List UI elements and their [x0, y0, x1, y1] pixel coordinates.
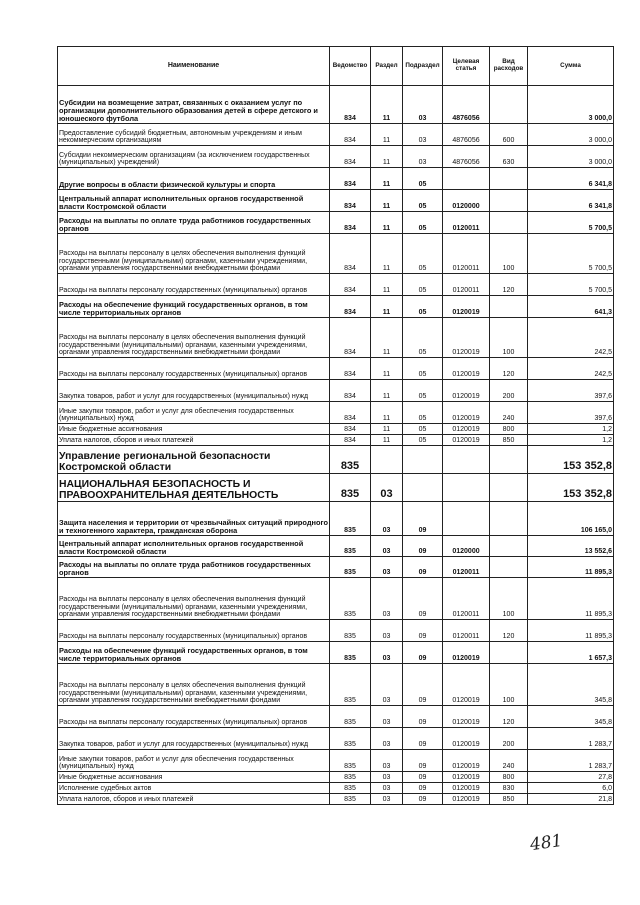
row-article — [443, 474, 490, 502]
row-article: 0120019 — [443, 794, 490, 805]
row-name: Центральный аппарат исполнительных органов государственной власти Костромской области — [58, 190, 330, 212]
row-name: Расходы на выплаты персоналу государственных (муниципальных) органов — [58, 274, 330, 296]
row-subsection: 05 — [403, 358, 443, 380]
row-article: 0120019 — [443, 435, 490, 446]
row-subsection: 03 — [403, 146, 443, 168]
table-row — [58, 557, 614, 578]
row-section: 11 — [371, 168, 403, 190]
row-article: 4876056 — [443, 146, 490, 168]
row-article: 0120019 — [443, 783, 490, 794]
row-name: Закупка товаров, работ и услуг для государственных (муниципальных) нужд — [58, 728, 330, 750]
row-dept: 834 — [330, 212, 371, 234]
row-sum: 13 552,6 — [528, 536, 614, 557]
header-dept: Ведомство — [330, 47, 371, 86]
row-name: Управление региональной безопасности Костромской области — [58, 446, 330, 474]
table-row — [58, 424, 614, 435]
row-exp-type — [490, 446, 528, 474]
row-name: Расходы на выплаты персоналу в целях обеспечения выполнения функций государственными (муниципальными) органами, казенными учреждениями, органами управления государственными внебюджетными фондами — [58, 664, 330, 706]
row-subsection: 05 — [403, 435, 443, 446]
row-name: Расходы на выплаты персоналу в целях обеспечения выполнения функций государственными (муниципальными) органами, казенными учреждениями, органами управления государственными внебюджетными фондами — [58, 318, 330, 358]
row-section: 11 — [371, 86, 403, 124]
row-subsection: 05 — [403, 380, 443, 402]
row-section: 11 — [371, 274, 403, 296]
row-exp-type — [490, 474, 528, 502]
row-section: 11 — [371, 234, 403, 274]
row-sum: 1 657,3 — [528, 642, 614, 664]
table-row — [58, 190, 614, 212]
row-sum: 11 895,3 — [528, 578, 614, 620]
table-row — [58, 296, 614, 318]
table-row — [58, 750, 614, 772]
row-sum: 3 000,0 — [528, 86, 614, 124]
row-dept: 835 — [330, 620, 371, 642]
row-dept: 834 — [330, 124, 371, 146]
row-article: 0120011 — [443, 212, 490, 234]
row-sum: 345,8 — [528, 664, 614, 706]
row-section — [371, 446, 403, 474]
row-sum: 5 700,5 — [528, 234, 614, 274]
row-article: 0120019 — [443, 750, 490, 772]
row-sum: 397,6 — [528, 402, 614, 424]
row-sum: 106 165,0 — [528, 502, 614, 536]
row-article: 4876056 — [443, 124, 490, 146]
table-row — [58, 146, 614, 168]
row-article — [443, 446, 490, 474]
row-article: 0120019 — [443, 706, 490, 728]
row-subsection: 05 — [403, 274, 443, 296]
row-subsection: 03 — [403, 124, 443, 146]
row-article: 0120019 — [443, 380, 490, 402]
row-exp-type: 100 — [490, 664, 528, 706]
row-section: 03 — [371, 642, 403, 664]
table-row — [58, 318, 614, 358]
row-dept: 835 — [330, 783, 371, 794]
row-exp-type: 120 — [490, 358, 528, 380]
table-row — [58, 234, 614, 274]
header-row — [58, 47, 614, 86]
row-sum: 11 895,3 — [528, 557, 614, 578]
row-article: 0120019 — [443, 772, 490, 783]
row-article: 0120019 — [443, 358, 490, 380]
table-row — [58, 578, 614, 620]
table-row — [58, 783, 614, 794]
row-dept: 835 — [330, 794, 371, 805]
row-subsection: 09 — [403, 783, 443, 794]
row-name: Расходы на выплаты персоналу государственных (муниципальных) органов — [58, 358, 330, 380]
row-name: Расходы на выплаты по оплате труда работников государственных органов — [58, 212, 330, 234]
row-article: 0120000 — [443, 190, 490, 212]
table-row — [58, 728, 614, 750]
row-dept: 834 — [330, 86, 371, 124]
row-section: 03 — [371, 578, 403, 620]
row-exp-type: 800 — [490, 424, 528, 435]
row-exp-type — [490, 86, 528, 124]
row-subsection: 05 — [403, 296, 443, 318]
table-row — [58, 86, 614, 124]
row-dept: 834 — [330, 168, 371, 190]
row-article: 0120011 — [443, 557, 490, 578]
table-row — [58, 124, 614, 146]
row-article: 0120000 — [443, 536, 490, 557]
row-sum: 21,8 — [528, 794, 614, 805]
row-section: 03 — [371, 474, 403, 502]
row-name: Расходы на обеспечение функций государственных органов, в том числе территориальных органов — [58, 642, 330, 664]
row-exp-type: 240 — [490, 402, 528, 424]
row-article: 0120019 — [443, 318, 490, 358]
row-name: Субсидии на возмещение затрат, связанных с оказанием услуг по организации дополнительного образования детей в сфере детского и юношеского футбола — [58, 86, 330, 124]
row-subsection: 09 — [403, 557, 443, 578]
row-name: Расходы на выплаты по оплате труда работников государственных органов — [58, 557, 330, 578]
row-article — [443, 502, 490, 536]
row-subsection — [403, 446, 443, 474]
row-dept: 834 — [330, 435, 371, 446]
row-section: 11 — [371, 424, 403, 435]
row-dept: 834 — [330, 146, 371, 168]
header-sum: Сумма — [528, 47, 614, 86]
row-sum: 153 352,8 — [528, 474, 614, 502]
row-article: 4876056 — [443, 86, 490, 124]
row-sum: 6,0 — [528, 783, 614, 794]
row-subsection: 05 — [403, 190, 443, 212]
row-subsection: 09 — [403, 578, 443, 620]
row-exp-type — [490, 502, 528, 536]
table-row — [58, 502, 614, 536]
row-section: 11 — [371, 296, 403, 318]
table-row — [58, 474, 614, 502]
row-name: Предоставление субсидий бюджетным, автономным учреждениям и иным некоммерческим организациям — [58, 124, 330, 146]
row-exp-type: 800 — [490, 772, 528, 783]
row-subsection: 05 — [403, 424, 443, 435]
row-sum: 345,8 — [528, 706, 614, 728]
table-row — [58, 772, 614, 783]
row-dept: 834 — [330, 190, 371, 212]
row-article — [443, 168, 490, 190]
budget-table — [57, 46, 614, 805]
row-section: 11 — [371, 190, 403, 212]
row-exp-type: 120 — [490, 706, 528, 728]
row-sum: 242,5 — [528, 318, 614, 358]
row-name: Расходы на выплаты персоналу в целях обеспечения выполнения функций государственными (муниципальными) органами, казенными учреждениями, органами управления государственными внебюджетными фондами — [58, 234, 330, 274]
row-dept: 835 — [330, 557, 371, 578]
row-section: 11 — [371, 402, 403, 424]
row-exp-type: 830 — [490, 783, 528, 794]
row-dept: 835 — [330, 664, 371, 706]
row-section: 03 — [371, 772, 403, 783]
row-subsection: 05 — [403, 234, 443, 274]
row-sum: 242,5 — [528, 358, 614, 380]
row-exp-type — [490, 536, 528, 557]
row-section: 11 — [371, 380, 403, 402]
row-subsection: 05 — [403, 212, 443, 234]
row-section: 11 — [371, 358, 403, 380]
header-exp-type: Вид расходов — [490, 47, 528, 86]
row-sum: 6 341,8 — [528, 168, 614, 190]
row-name: Расходы на выплаты персоналу в целях обеспечения выполнения функций государственными (муниципальными) органами, казенными учреждениями, органами управления государственными внебюджетными фондами — [58, 578, 330, 620]
row-section: 03 — [371, 794, 403, 805]
row-section: 03 — [371, 664, 403, 706]
row-article: 0120019 — [443, 296, 490, 318]
header-article: Целевая статья — [443, 47, 490, 86]
table-row — [58, 358, 614, 380]
row-exp-type: 100 — [490, 318, 528, 358]
row-dept: 834 — [330, 402, 371, 424]
row-dept: 835 — [330, 642, 371, 664]
row-section: 11 — [371, 212, 403, 234]
row-exp-type: 240 — [490, 750, 528, 772]
row-section: 03 — [371, 502, 403, 536]
row-exp-type — [490, 190, 528, 212]
row-section: 11 — [371, 435, 403, 446]
row-section: 03 — [371, 620, 403, 642]
row-dept: 834 — [330, 380, 371, 402]
row-sum: 5 700,5 — [528, 274, 614, 296]
table-row — [58, 620, 614, 642]
row-subsection: 09 — [403, 728, 443, 750]
row-article: 0120011 — [443, 620, 490, 642]
row-section: 03 — [371, 557, 403, 578]
row-section: 11 — [371, 124, 403, 146]
row-section: 03 — [371, 728, 403, 750]
row-exp-type: 100 — [490, 234, 528, 274]
row-exp-type — [490, 557, 528, 578]
row-section: 03 — [371, 536, 403, 557]
row-exp-type: 200 — [490, 728, 528, 750]
row-sum: 1,2 — [528, 424, 614, 435]
row-subsection: 09 — [403, 502, 443, 536]
row-subsection: 09 — [403, 536, 443, 557]
row-article: 0120019 — [443, 402, 490, 424]
row-subsection: 05 — [403, 318, 443, 358]
row-exp-type: 100 — [490, 578, 528, 620]
table-row — [58, 212, 614, 234]
row-name: Иные закупки товаров, работ и услуг для обеспечения государственных (муниципальных) нужд — [58, 402, 330, 424]
row-name: Защита населения и территории от чрезвычайных ситуаций природного и техногенного характера, гражданская оборона — [58, 502, 330, 536]
table-row — [58, 446, 614, 474]
table-row — [58, 168, 614, 190]
row-sum: 3 000,0 — [528, 146, 614, 168]
row-dept: 835 — [330, 578, 371, 620]
row-sum: 5 700,5 — [528, 212, 614, 234]
row-article: 0120019 — [443, 664, 490, 706]
header-name: Наименование — [58, 47, 330, 86]
header-section: Раздел — [371, 47, 403, 86]
row-name: Расходы на выплаты персоналу государственных (муниципальных) органов — [58, 620, 330, 642]
row-subsection: 09 — [403, 642, 443, 664]
table-row — [58, 274, 614, 296]
row-exp-type: 200 — [490, 380, 528, 402]
row-subsection — [403, 474, 443, 502]
row-name: Иные закупки товаров, работ и услуг для обеспечения государственных (муниципальных) нужд — [58, 750, 330, 772]
row-dept: 834 — [330, 234, 371, 274]
row-sum: 397,6 — [528, 380, 614, 402]
row-exp-type: 120 — [490, 274, 528, 296]
row-exp-type: 850 — [490, 435, 528, 446]
row-name: Центральный аппарат исполнительных органов государственной власти Костромской области — [58, 536, 330, 557]
row-name: Закупка товаров, работ и услуг для государственных (муниципальных) нужд — [58, 380, 330, 402]
row-sum: 153 352,8 — [528, 446, 614, 474]
row-exp-type: 120 — [490, 620, 528, 642]
table-row — [58, 380, 614, 402]
row-subsection: 09 — [403, 794, 443, 805]
row-dept: 835 — [330, 750, 371, 772]
row-sum: 641,3 — [528, 296, 614, 318]
row-name: Субсидии некоммерческим организациям (за исключением государственных (муниципальных) учреждений) — [58, 146, 330, 168]
row-dept: 835 — [330, 706, 371, 728]
row-section: 11 — [371, 146, 403, 168]
table-row — [58, 536, 614, 557]
table-row — [58, 435, 614, 446]
row-sum: 1 283,7 — [528, 728, 614, 750]
row-name: НАЦИОНАЛЬНАЯ БЕЗОПАСНОСТЬ И ПРАВООХРАНИТЕЛЬНАЯ ДЕЯТЕЛЬНОСТЬ — [58, 474, 330, 502]
row-dept: 835 — [330, 536, 371, 557]
row-article: 0120011 — [443, 234, 490, 274]
row-section: 11 — [371, 318, 403, 358]
row-section: 03 — [371, 783, 403, 794]
row-article: 0120011 — [443, 274, 490, 296]
row-name: Уплата налогов, сборов и иных платежей — [58, 435, 330, 446]
row-dept: 835 — [330, 474, 371, 502]
row-exp-type: 630 — [490, 146, 528, 168]
table-row — [58, 402, 614, 424]
row-subsection: 03 — [403, 86, 443, 124]
row-name: Уплата налогов, сборов и иных платежей — [58, 794, 330, 805]
row-sum: 11 895,3 — [528, 620, 614, 642]
row-subsection: 09 — [403, 772, 443, 783]
row-dept: 835 — [330, 502, 371, 536]
table-row — [58, 706, 614, 728]
row-dept: 835 — [330, 728, 371, 750]
row-article: 0120011 — [443, 578, 490, 620]
row-sum: 1 283,7 — [528, 750, 614, 772]
row-sum: 27,8 — [528, 772, 614, 783]
page-number: 481 — [528, 830, 564, 856]
row-exp-type: 600 — [490, 124, 528, 146]
row-dept: 835 — [330, 446, 371, 474]
row-subsection: 05 — [403, 168, 443, 190]
row-subsection: 05 — [403, 402, 443, 424]
row-name: Иные бюджетные ассигнования — [58, 772, 330, 783]
table-row — [58, 642, 614, 664]
table-row — [58, 794, 614, 805]
row-exp-type — [490, 168, 528, 190]
row-subsection: 09 — [403, 664, 443, 706]
row-section: 03 — [371, 706, 403, 728]
row-sum: 3 000,0 — [528, 124, 614, 146]
table-body — [58, 86, 614, 805]
row-dept: 834 — [330, 296, 371, 318]
row-exp-type — [490, 296, 528, 318]
row-exp-type — [490, 212, 528, 234]
row-exp-type — [490, 642, 528, 664]
row-subsection: 09 — [403, 620, 443, 642]
row-section: 03 — [371, 750, 403, 772]
row-name: Расходы на обеспечение функций государственных органов, в том числе территориальных органов — [58, 296, 330, 318]
row-dept: 834 — [330, 318, 371, 358]
row-sum: 6 341,8 — [528, 190, 614, 212]
row-exp-type: 850 — [490, 794, 528, 805]
row-dept: 834 — [330, 424, 371, 435]
row-name: Другие вопросы в области физической культуры и спорта — [58, 168, 330, 190]
row-subsection: 09 — [403, 750, 443, 772]
row-name: Иные бюджетные ассигнования — [58, 424, 330, 435]
row-dept: 835 — [330, 772, 371, 783]
row-name: Расходы на выплаты персоналу государственных (муниципальных) органов — [58, 706, 330, 728]
row-article: 0120019 — [443, 424, 490, 435]
row-article: 0120019 — [443, 728, 490, 750]
row-subsection: 09 — [403, 706, 443, 728]
row-sum: 1,2 — [528, 435, 614, 446]
row-dept: 834 — [330, 358, 371, 380]
row-name: Исполнение судебных актов — [58, 783, 330, 794]
table-row — [58, 664, 614, 706]
row-article: 0120019 — [443, 642, 490, 664]
header-subsection: Подраздел — [403, 47, 443, 86]
row-dept: 834 — [330, 274, 371, 296]
